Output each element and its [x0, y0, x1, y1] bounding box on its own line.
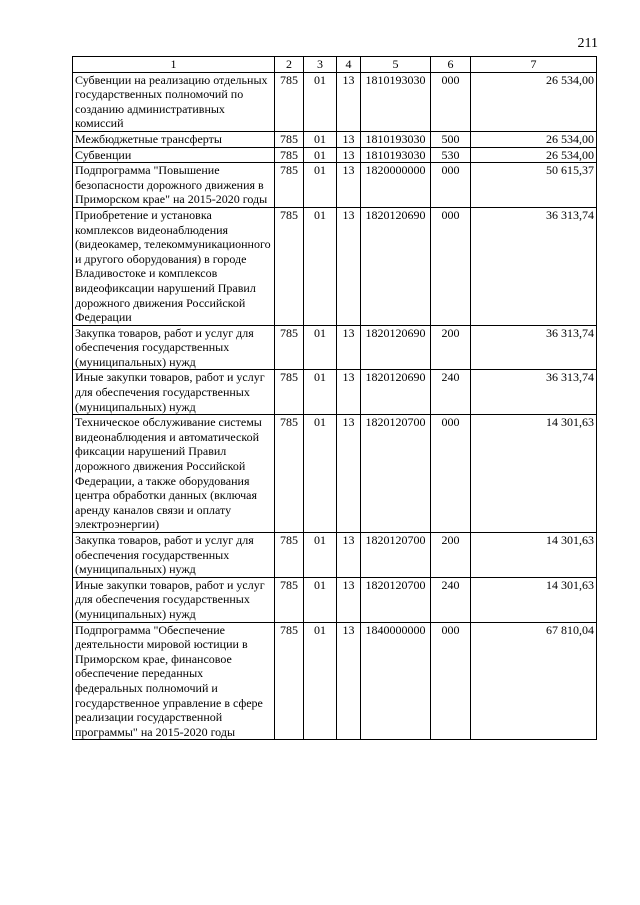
col-header-6: 6 — [431, 57, 471, 73]
table-row — [73, 622, 597, 740]
row-amount: 14 301,63 — [471, 577, 597, 622]
row-section-code: 01 — [304, 622, 337, 740]
row-admin-code: 785 — [275, 131, 304, 147]
row-amount: 26 534,00 — [471, 147, 597, 163]
row-section-code: 01 — [304, 415, 337, 533]
row-admin-code: 785 — [275, 207, 304, 325]
row-name: Иные закупки товаров, работ и услуг для обеспечения государственных (муниципальных) нужд — [73, 370, 275, 415]
row-amount: 36 313,74 — [471, 207, 597, 325]
row-section-code: 01 — [304, 131, 337, 147]
col-header-3: 3 — [304, 57, 337, 73]
table-row — [73, 131, 597, 147]
row-admin-code: 785 — [275, 415, 304, 533]
row-amount: 14 301,63 — [471, 415, 597, 533]
row-name: Подпрограмма "Повышение безопасности дорожного движения в Приморском крае" на 2015-2020 годы — [73, 163, 275, 208]
col-header-5: 5 — [361, 57, 431, 73]
row-amount: 50 615,37 — [471, 163, 597, 208]
row-subsection-code: 13 — [337, 577, 361, 622]
row-amount: 36 313,74 — [471, 325, 597, 370]
table-row — [73, 163, 597, 208]
row-name: Техническое обслуживание системы видеонаблюдения и автоматической фиксации нарушений Правил дорожного движения Российской Федерации, а также оборудования центра обработки данных (включая аренду каналов связи и оплату электроэнергии) — [73, 415, 275, 533]
row-target-code: 1820120690 — [361, 207, 431, 325]
row-section-code: 01 — [304, 72, 337, 131]
row-target-code: 1810193030 — [361, 131, 431, 147]
row-subsection-code: 13 — [337, 325, 361, 370]
budget-table — [72, 56, 597, 740]
row-subsection-code: 13 — [337, 415, 361, 533]
row-target-code: 1820120700 — [361, 415, 431, 533]
table-row — [73, 533, 597, 578]
row-admin-code: 785 — [275, 325, 304, 370]
table-row — [73, 72, 597, 131]
row-expense-type: 000 — [431, 72, 471, 131]
row-target-code: 1820000000 — [361, 163, 431, 208]
row-subsection-code: 13 — [337, 370, 361, 415]
row-admin-code: 785 — [275, 533, 304, 578]
row-expense-type: 530 — [431, 147, 471, 163]
header-row — [73, 57, 597, 73]
table-row — [73, 207, 597, 325]
row-target-code: 1810193030 — [361, 147, 431, 163]
row-admin-code: 785 — [275, 72, 304, 131]
row-expense-type: 200 — [431, 325, 471, 370]
row-section-code: 01 — [304, 577, 337, 622]
row-section-code: 01 — [304, 147, 337, 163]
row-name: Приобретение и установка комплексов видеонаблюдения (видеокамер, телекоммуникационного и другого оборудования) в городе Владивостоке и комплексов видеофиксации нарушений Правил дорожного движения Российской Федерации — [73, 207, 275, 325]
row-name: Закупка товаров, работ и услуг для обеспечения государственных (муниципальных) нужд — [73, 325, 275, 370]
row-name: Субвенции — [73, 147, 275, 163]
row-amount: 67 810,04 — [471, 622, 597, 740]
table-row — [73, 147, 597, 163]
row-subsection-code: 13 — [337, 207, 361, 325]
row-amount: 26 534,00 — [471, 72, 597, 131]
row-section-code: 01 — [304, 370, 337, 415]
row-name: Подпрограмма "Обеспечение деятельности мировой юстиции в Приморском крае, финансовое обеспечение переданных федеральных полномочий и государственное управление в сфере реализации государственной программы" на 2015-2020 годы — [73, 622, 275, 740]
row-target-code: 1820120690 — [361, 325, 431, 370]
row-admin-code: 785 — [275, 622, 304, 740]
row-expense-type: 000 — [431, 622, 471, 740]
row-target-code: 1820120700 — [361, 533, 431, 578]
row-expense-type: 240 — [431, 577, 471, 622]
row-admin-code: 785 — [275, 163, 304, 208]
row-amount: 14 301,63 — [471, 533, 597, 578]
col-header-1: 1 — [73, 57, 275, 73]
row-expense-type: 000 — [431, 207, 471, 325]
col-header-4: 4 — [337, 57, 361, 73]
row-expense-type: 240 — [431, 370, 471, 415]
row-section-code: 01 — [304, 533, 337, 578]
table-row — [73, 325, 597, 370]
col-header-2: 2 — [275, 57, 304, 73]
row-admin-code: 785 — [275, 370, 304, 415]
row-section-code: 01 — [304, 207, 337, 325]
row-expense-type: 200 — [431, 533, 471, 578]
row-expense-type: 500 — [431, 131, 471, 147]
row-name: Субвенции на реализацию отдельных государственных полномочий по созданию административных комиссий — [73, 72, 275, 131]
row-target-code: 1810193030 — [361, 72, 431, 131]
row-admin-code: 785 — [275, 577, 304, 622]
row-subsection-code: 13 — [337, 533, 361, 578]
table-row — [73, 370, 597, 415]
table-row — [73, 577, 597, 622]
row-name: Иные закупки товаров, работ и услуг для обеспечения государственных (муниципальных) нужд — [73, 577, 275, 622]
row-subsection-code: 13 — [337, 131, 361, 147]
col-header-7: 7 — [471, 57, 597, 73]
row-target-code: 1820120690 — [361, 370, 431, 415]
row-section-code: 01 — [304, 325, 337, 370]
row-name: Межбюджетные трансферты — [73, 131, 275, 147]
table-row — [73, 415, 597, 533]
row-subsection-code: 13 — [337, 622, 361, 740]
row-target-code: 1820120700 — [361, 577, 431, 622]
row-subsection-code: 13 — [337, 147, 361, 163]
row-expense-type: 000 — [431, 163, 471, 208]
row-amount: 36 313,74 — [471, 370, 597, 415]
row-name: Закупка товаров, работ и услуг для обеспечения государственных (муниципальных) нужд — [73, 533, 275, 578]
row-section-code: 01 — [304, 163, 337, 208]
page-number: 211 — [577, 36, 598, 51]
row-subsection-code: 13 — [337, 163, 361, 208]
row-subsection-code: 13 — [337, 72, 361, 131]
row-admin-code: 785 — [275, 147, 304, 163]
row-amount: 26 534,00 — [471, 131, 597, 147]
row-target-code: 1840000000 — [361, 622, 431, 740]
row-expense-type: 000 — [431, 415, 471, 533]
